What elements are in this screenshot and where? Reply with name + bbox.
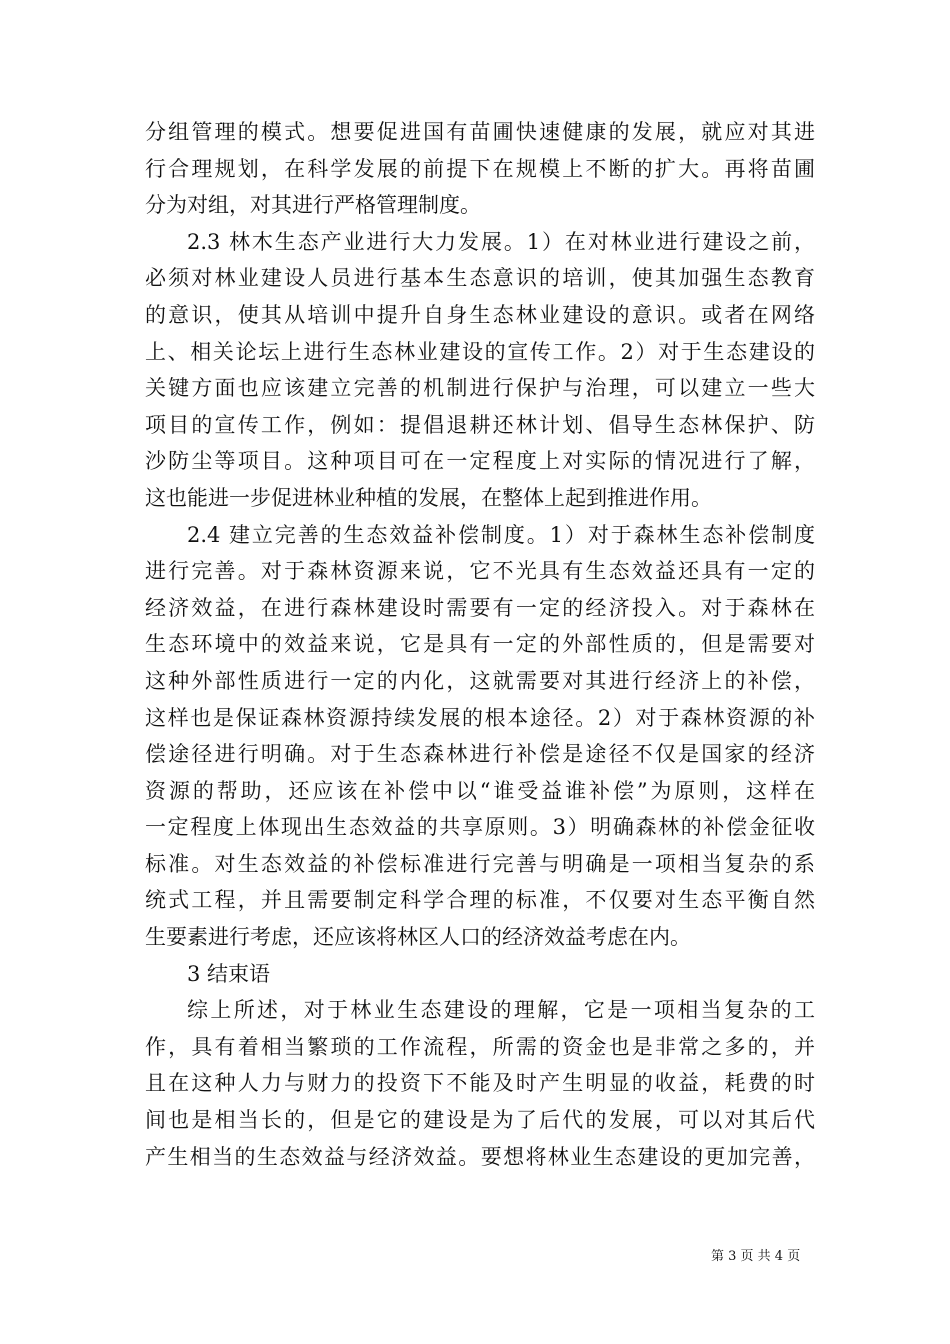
section-heading: 3 结束语 xyxy=(187,961,271,986)
text-line: 进行完善。对于森林资源来说，它不光具有生态效益还具有一定的 xyxy=(145,559,815,584)
text-line: 统式工程，并且需要制定科学合理的标准，不仅要对生态平衡自然 xyxy=(145,888,815,913)
text-line: 间也是相当长的，但是它的建设是为了后代的发展，可以对其后代 xyxy=(145,1108,815,1133)
text-line: 沙防尘等项目。这种项目可在一定程度上对实际的情况进行了解， xyxy=(145,449,815,474)
text-line: 偿途径进行明确。对于生态森林进行补偿是途径不仅是国家的经济 xyxy=(145,742,815,767)
text-line: 一定程度上体现出生态效益的共享原则。3）明确森林的补偿金征收 xyxy=(145,815,815,840)
text-line: 经济效益，在进行森林建设时需要有一定的经济投入。对于森林在 xyxy=(145,595,815,620)
text-line: 这也能进一步促进林业种植的发展，在整体上起到推进作用。 xyxy=(145,485,712,510)
text-line: 生要素进行考虑，还应该将林区人口的经济效益考虑在内。 xyxy=(145,925,691,950)
text-line: 生态环境中的效益来说，它是具有一定的外部性质的，但是需要对 xyxy=(145,632,815,657)
text-line: 且在这种人力与财力的投资下不能及时产生明显的收益，耗费的时 xyxy=(145,1071,815,1096)
text-line: 资源的帮助，还应该在补偿中以“谁受益谁补偿”为原则，这样在 xyxy=(145,778,815,803)
text-line: 作，具有着相当繁琐的工作流程，所需的资金也是非常之多的，并 xyxy=(145,1034,815,1059)
body-text xyxy=(145,114,815,1175)
text-line: 的意识，使其从培训中提升自身生态林业建设的意识。或者在网络 xyxy=(145,302,815,327)
text-line: 2.4 建立完善的生态效益补偿制度。1）对于森林生态补偿制度 xyxy=(187,522,815,547)
text-line: 必须对林业建设人员进行基本生态意识的培训，使其加强生态教育 xyxy=(145,266,815,291)
text-line: 关键方面也应该建立完善的机制进行保护与治理，可以建立一些大 xyxy=(145,376,815,401)
text-line: 项目的宣传工作，例如：提倡退耕还林计划、倡导生态林保护、防 xyxy=(145,412,815,437)
text-line: 上、相关论坛上进行生态林业建设的宣传工作。2）对于生态建设的 xyxy=(145,339,815,364)
text-line: 这样也是保证森林资源持续发展的根本途径。2）对于森林资源的补 xyxy=(145,705,815,730)
text-line: 标准。对生态效益的补偿标准进行完善与明确是一项相当复杂的系 xyxy=(145,851,815,876)
text-line: 行合理规划，在科学发展的前提下在规模上不断的扩大。再将苗圃 xyxy=(145,156,815,181)
text-line: 这种外部性质进行一定的内化，这就需要对其进行经济上的补偿， xyxy=(145,668,815,693)
text-line: 2.3 林木生态产业进行大力发展。1）在对林业进行建设之前， xyxy=(187,229,815,254)
page-number: 第 3 页 共 4 页 xyxy=(711,1249,801,1264)
text-line: 产生相当的生态效益与经济效益。要想将林业生态建设的更加完善， xyxy=(145,1144,815,1169)
text-line: 分为对组，对其进行严格管理制度。 xyxy=(145,193,481,218)
text-line: 综上所述，对于林业生态建设的理解，它是一项相当复杂的工 xyxy=(187,998,815,1023)
text-line: 分组管理的模式。想要促进国有苗圃快速健康的发展，就应对其进 xyxy=(145,120,815,144)
